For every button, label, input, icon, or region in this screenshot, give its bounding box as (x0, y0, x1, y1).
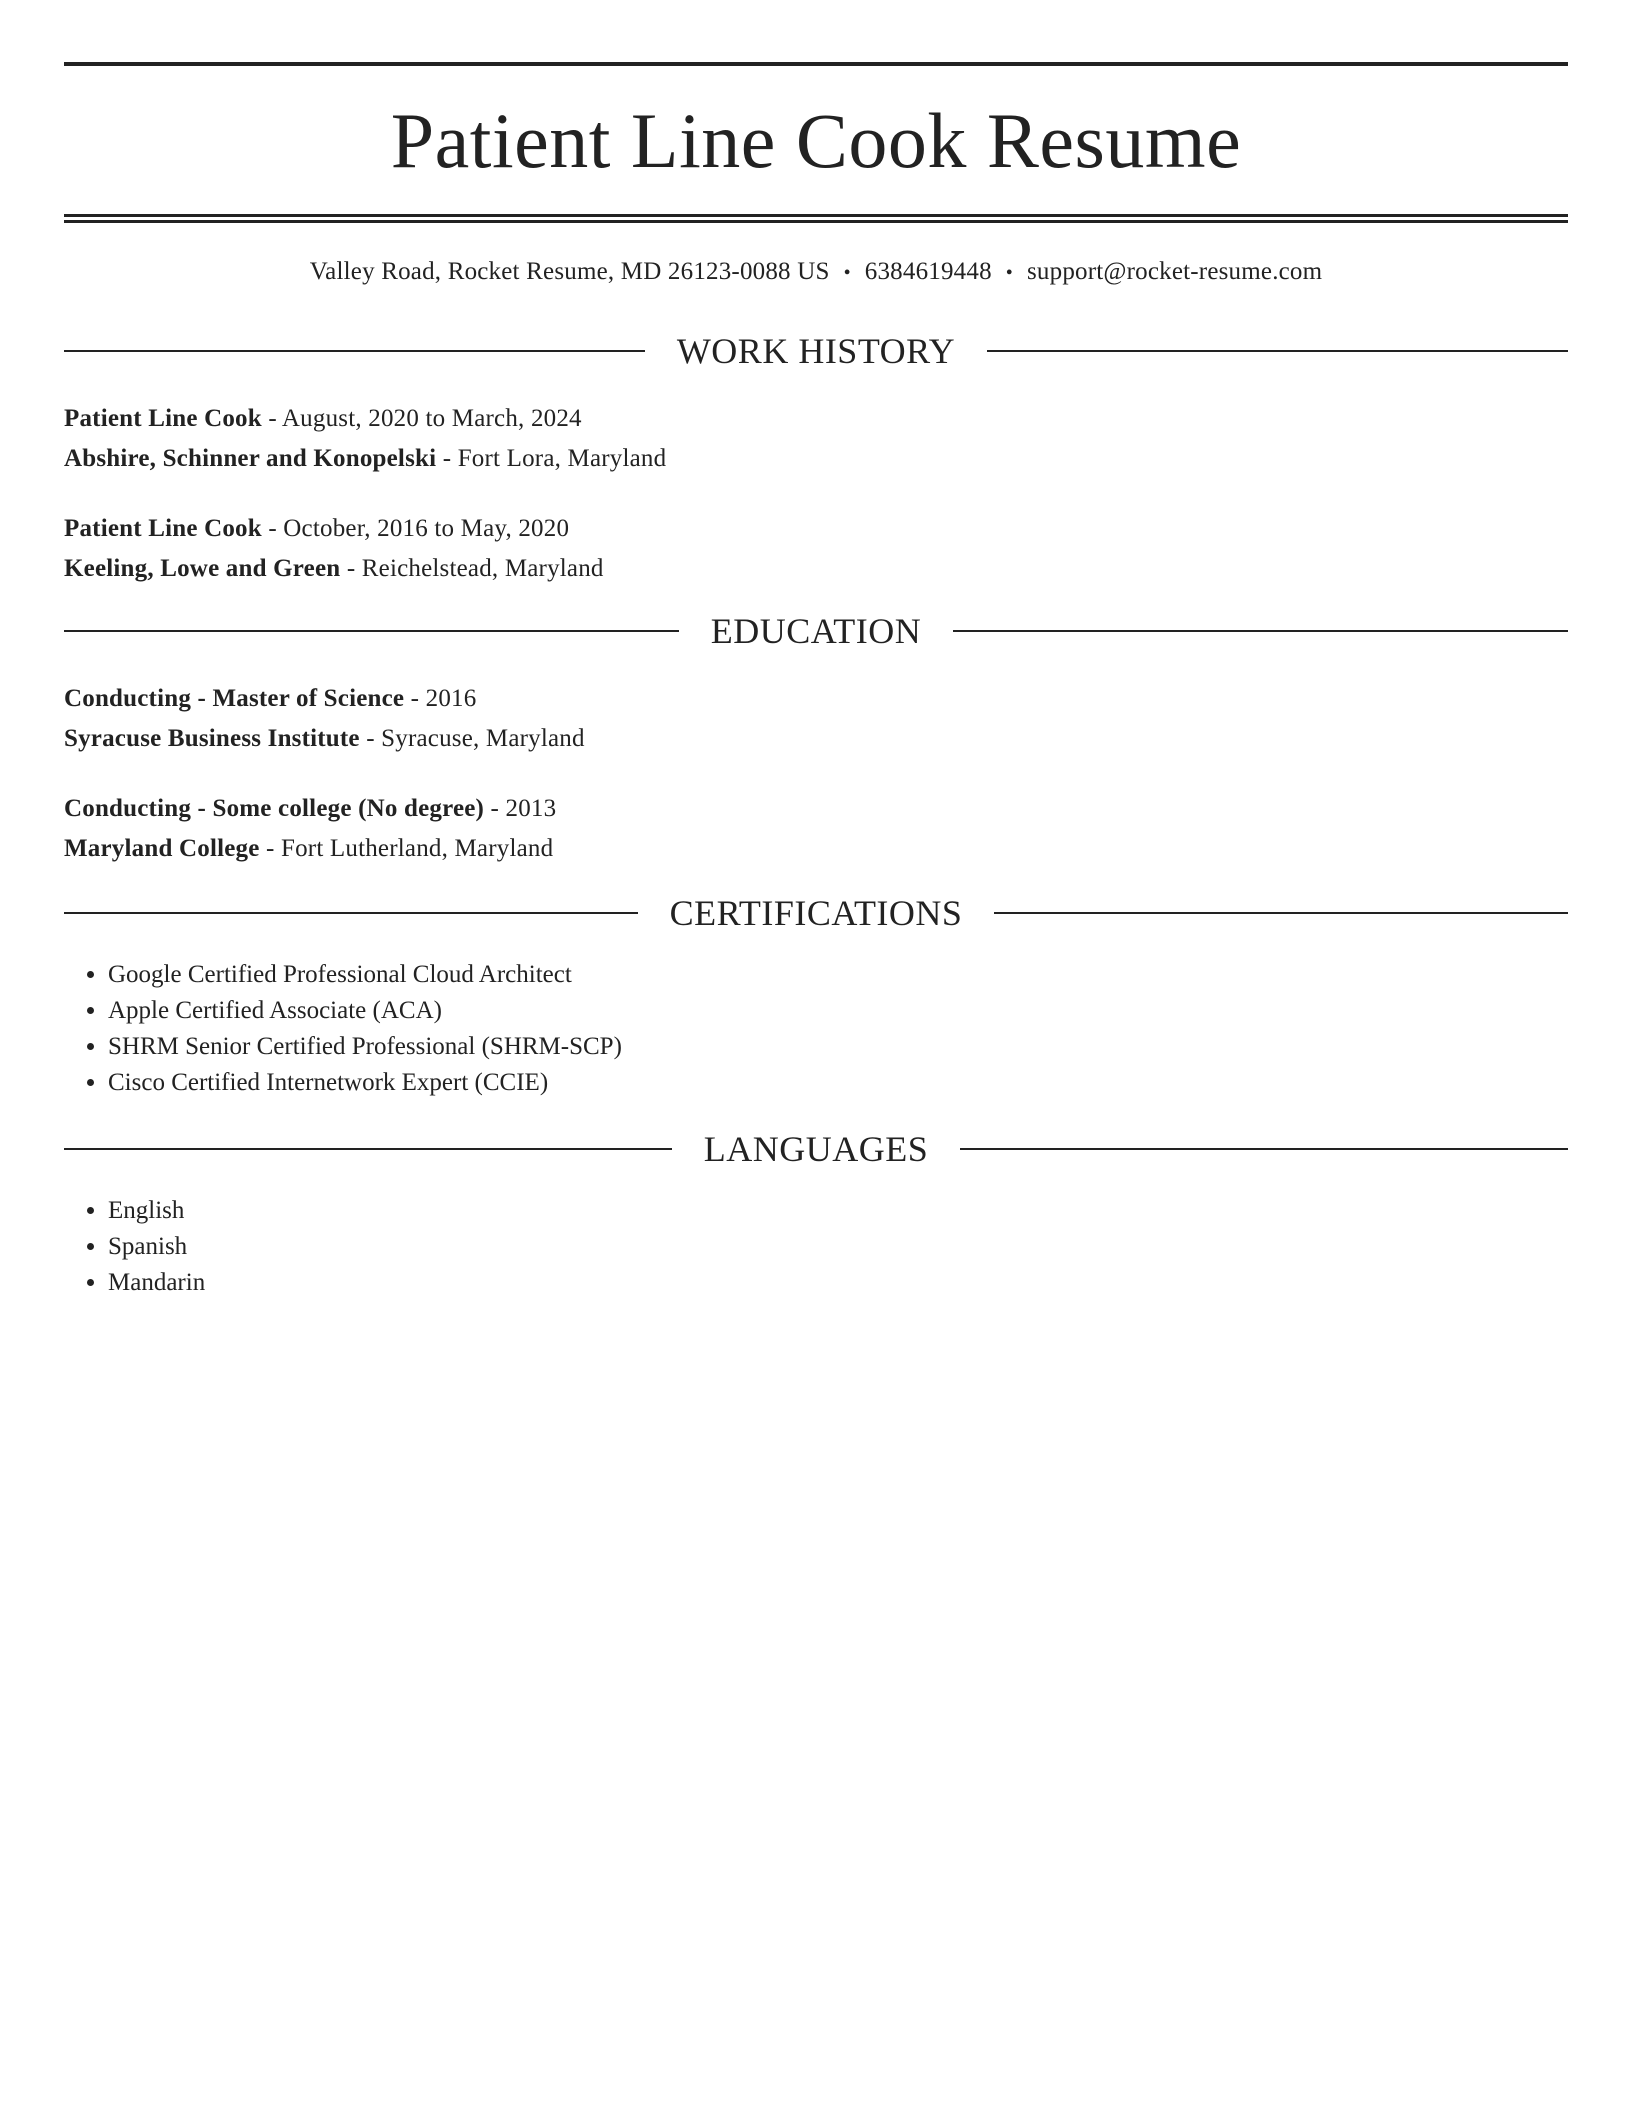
heading-rule-right (994, 912, 1568, 914)
title-double-rule (64, 214, 1568, 223)
work-entry-company-line (64, 439, 1568, 479)
work-entry-title-line (64, 399, 1568, 439)
education-list (64, 679, 1568, 869)
section-title: LANGUAGES (703, 1129, 929, 1169)
work-history-list (64, 399, 1568, 589)
contact-email: support@rocket-resume.com (1026, 258, 1323, 285)
page-title: Patient Line Cook Resume (390, 97, 1242, 184)
work-entry (64, 509, 1568, 589)
contact-address: Valley Road, Rocket Resume, MD 26123-0088 US (309, 258, 830, 285)
job-dates: October, 2016 to May, 2020 (283, 515, 570, 542)
degree: Conducting - Master of Science (64, 685, 405, 712)
education-entry (64, 679, 1568, 759)
certifications-heading (64, 895, 1568, 931)
heading-rule-right (953, 630, 1568, 632)
section-title: WORK HISTORY (676, 331, 956, 371)
certification-item: • Apple Certified Associate (ACA) (108, 993, 1568, 1029)
work-history-heading (64, 333, 1568, 369)
dash: - (366, 725, 375, 752)
heading-rule-left (64, 630, 679, 632)
work-entry-title-line (64, 509, 1568, 549)
dash: - (490, 795, 500, 822)
graduation-year: 2013 (505, 795, 557, 822)
contact-separator: • (843, 262, 851, 284)
company-location: Reichelstead, Maryland (361, 555, 604, 582)
heading-rule-left (64, 1148, 672, 1150)
graduation-year: 2016 (425, 685, 477, 712)
contact-line (64, 257, 1568, 287)
company-name: Abshire, Schinner and Konopelski (64, 445, 437, 472)
section-title: EDUCATION (710, 611, 922, 651)
contact-phone: 6384619448 (864, 258, 992, 285)
education-entry-school-line (64, 829, 1568, 869)
heading-rule-right (987, 350, 1568, 352)
certification-item: • SHRM Senior Certified Professional (SHRM-SCP) (108, 1029, 1568, 1065)
languages-heading (64, 1131, 1568, 1167)
work-entry-company-line (64, 549, 1568, 589)
dash: - (266, 835, 275, 862)
degree: Conducting - Some college (No degree) (64, 795, 485, 822)
school-location: Syracuse, Maryland (381, 725, 585, 752)
certification-item: • Cisco Certified Internetwork Expert (CCIE) (108, 1065, 1568, 1101)
dash: - (410, 685, 420, 712)
certifications-list (64, 957, 1568, 1101)
heading-rule-left (64, 912, 638, 914)
language-item: • English (108, 1193, 1568, 1229)
school-name: Syracuse Business Institute (64, 725, 360, 752)
school-name: Maryland College (64, 835, 260, 862)
dash: - (268, 515, 277, 542)
languages-list (64, 1193, 1568, 1301)
job-dates: August, 2020 to March, 2024 (281, 405, 582, 432)
certification-item: • Google Certified Professional Cloud Architect (108, 957, 1568, 993)
company-location: Fort Lora, Maryland (457, 445, 667, 472)
job-role: Patient Line Cook (64, 515, 262, 542)
heading-rule-left (64, 350, 645, 352)
dash: - (346, 555, 356, 582)
work-entry (64, 399, 1568, 479)
language-item: • Mandarin (108, 1265, 1568, 1301)
job-role: Patient Line Cook (64, 405, 262, 432)
school-location: Fort Lutherland, Maryland (280, 835, 554, 862)
heading-rule-right (960, 1148, 1568, 1150)
education-entry (64, 789, 1568, 869)
education-entry-school-line (64, 719, 1568, 759)
education-entry-degree-line (64, 789, 1568, 829)
education-heading (64, 613, 1568, 649)
top-rule (64, 62, 1568, 66)
language-item: • Spanish (108, 1229, 1568, 1265)
company-name: Keeling, Lowe and Green (64, 555, 341, 582)
contact-separator: • (1005, 262, 1013, 284)
section-title: CERTIFICATIONS (669, 893, 963, 933)
dash: - (268, 405, 277, 432)
dash: - (442, 445, 452, 472)
education-entry-degree-line (64, 679, 1568, 719)
